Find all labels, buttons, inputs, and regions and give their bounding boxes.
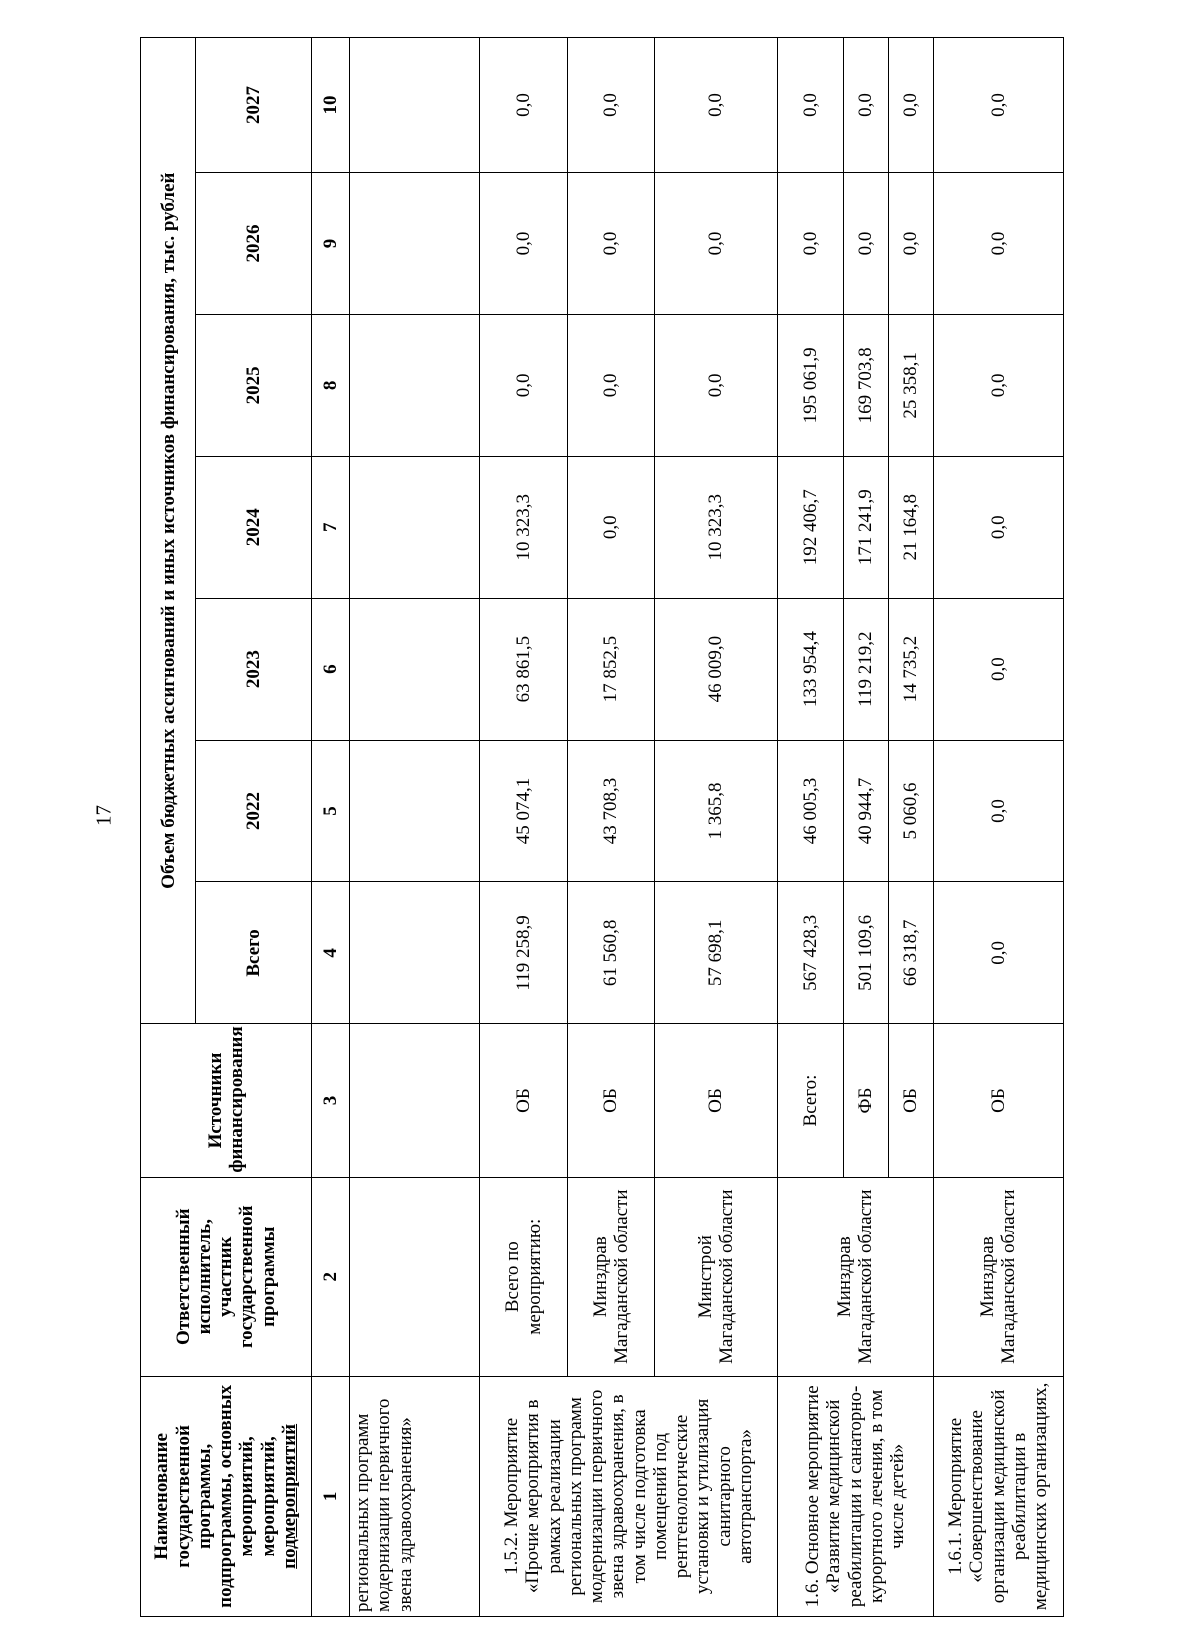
value-cell: 0,0 [567, 38, 654, 173]
value-cell: 0,0 [567, 456, 654, 598]
source-cell: ОБ [655, 1024, 778, 1177]
header-year: 2026 [196, 173, 311, 315]
value-cell: 0,0 [933, 598, 1063, 740]
value-cell: 171 241,9 [844, 456, 889, 598]
header-col1-line: программы, [193, 1443, 215, 1549]
value-cell: 169 703,8 [844, 314, 889, 456]
column-number: 3 [311, 1024, 349, 1177]
header-col3: Источники финансирования [141, 1024, 312, 1177]
value-cell: 0,0 [480, 314, 567, 456]
header-year: Всего [196, 882, 311, 1024]
empty-cell [350, 882, 480, 1024]
executor-cell: Минздрав Магаданской области [567, 1177, 654, 1376]
value-cell: 0,0 [844, 173, 889, 315]
column-number: 2 [311, 1177, 349, 1376]
source-cell: ОБ [480, 1024, 567, 1177]
value-cell: 10 323,3 [655, 456, 778, 598]
empty-cell [350, 173, 480, 315]
value-cell: 0,0 [655, 38, 778, 173]
column-number: 6 [311, 598, 349, 740]
column-number: 10 [311, 38, 349, 173]
empty-cell [350, 1177, 480, 1376]
value-cell: 0,0 [933, 38, 1063, 173]
value-cell: 567 428,3 [777, 882, 843, 1024]
executor-cell: Минздрав Магаданской области [777, 1177, 933, 1376]
value-cell: 0,0 [933, 314, 1063, 456]
value-cell: 0,0 [888, 173, 933, 315]
value-cell: 0,0 [933, 882, 1063, 1024]
header-col1-line: подмероприятий [279, 1423, 301, 1569]
value-cell: 0,0 [567, 314, 654, 456]
column-number: 7 [311, 456, 349, 598]
header-year: 2024 [196, 456, 311, 598]
header-col1-line: мероприятий, [257, 1436, 279, 1557]
value-cell: 10 323,3 [480, 456, 567, 598]
value-cell: 1 365,8 [655, 740, 778, 882]
value-cell: 0,0 [655, 173, 778, 315]
column-number: 4 [311, 882, 349, 1024]
value-cell: 40 944,7 [844, 740, 889, 882]
value-cell: 45 074,1 [480, 740, 567, 882]
table-row [350, 38, 480, 1617]
empty-cell [350, 1024, 480, 1177]
value-cell: 63 861,5 [480, 598, 567, 740]
row-name: региональных программ модернизации первичного звена здравоохранения» [350, 1376, 480, 1616]
column-numbers-row [311, 38, 349, 1617]
value-cell: 0,0 [655, 314, 778, 456]
value-cell: 192 406,7 [777, 456, 843, 598]
header-col1 [141, 1376, 312, 1616]
value-cell: 57 698,1 [655, 882, 778, 1024]
value-cell: 119 219,2 [844, 598, 889, 740]
value-cell: 195 061,9 [777, 314, 843, 456]
header-year: 2022 [196, 740, 311, 882]
value-cell: 0,0 [480, 173, 567, 315]
row-name: 1.5.2. Мероприятие «Прочие мероприятия в рамках реализации региональных программ модернизации первичного звена здравоохранения, в том числе подготовка помещений под рентгенологические установки и утилизация санитарного автотранспорта» [480, 1376, 778, 1616]
value-cell: 0,0 [777, 173, 843, 315]
table-row [480, 38, 567, 1617]
value-cell: 46 005,3 [777, 740, 843, 882]
column-number: 1 [311, 1376, 349, 1616]
executor-cell: Минстрой Магаданской области [655, 1177, 778, 1376]
row-name: 1.6. Основное мероприятие «Развитие медицинской реабилитации и санаторно-курортного лечения, в том числе детей» [777, 1376, 933, 1616]
value-cell: 61 560,8 [567, 882, 654, 1024]
column-number: 8 [311, 314, 349, 456]
source-cell: ФБ [844, 1024, 889, 1177]
value-cell: 21 164,8 [888, 456, 933, 598]
header-year: 2023 [196, 598, 311, 740]
value-cell: 0,0 [888, 38, 933, 173]
row-name: 1.6.1. Мероприятие «Совершенствование организации медицинской реабилитации в медицинских организациях, [933, 1376, 1063, 1616]
value-cell: 133 954,4 [777, 598, 843, 740]
source-cell: Всего: [777, 1024, 843, 1177]
value-cell: 0,0 [844, 38, 889, 173]
value-cell: 119 258,9 [480, 882, 567, 1024]
executor-cell: Всего по мероприятию: [480, 1177, 567, 1376]
value-cell: 0,0 [933, 740, 1063, 882]
value-cell: 14 735,2 [888, 598, 933, 740]
header-year: 2027 [196, 38, 311, 173]
column-number: 5 [311, 740, 349, 882]
value-cell: 0,0 [480, 38, 567, 173]
value-cell: 17 852,5 [567, 598, 654, 740]
value-cell: 66 318,7 [888, 882, 933, 1024]
header-col2: Ответственный исполнитель, участник государственной программы [141, 1177, 312, 1376]
value-cell: 5 060,6 [888, 740, 933, 882]
table-row [933, 38, 1063, 1617]
source-cell: ОБ [567, 1024, 654, 1177]
value-cell: 0,0 [777, 38, 843, 173]
value-cell: 46 009,0 [655, 598, 778, 740]
empty-cell [350, 38, 480, 173]
empty-cell [350, 314, 480, 456]
header-funding-group: Объем бюджетных ассигнований и иных источников финансирования, тыс. рублей [141, 38, 196, 1024]
table-row [777, 38, 843, 1617]
empty-cell [350, 598, 480, 740]
source-cell: ОБ [933, 1024, 1063, 1177]
value-cell: 43 708,3 [567, 740, 654, 882]
empty-cell [350, 740, 480, 882]
value-cell: 25 358,1 [888, 314, 933, 456]
header-col1-line: Наименование [151, 1433, 173, 1560]
funding-table [140, 37, 1064, 1617]
executor-cell: Минздрав Магаданской области [933, 1177, 1063, 1376]
header-col1-line: подпрограммы, основных [215, 1384, 237, 1608]
empty-cell [350, 456, 480, 598]
value-cell: 501 109,6 [844, 882, 889, 1024]
value-cell: 0,0 [933, 173, 1063, 315]
header-year: 2025 [196, 314, 311, 456]
value-cell: 0,0 [933, 456, 1063, 598]
header-col1-line: государственной [172, 1425, 194, 1568]
page-number: 17 [91, 805, 116, 826]
value-cell: 0,0 [567, 173, 654, 315]
column-number: 9 [311, 173, 349, 315]
source-cell: ОБ [888, 1024, 933, 1177]
rotated-table-container [140, 37, 1064, 1617]
header-col1-line: мероприятий, [236, 1436, 258, 1557]
